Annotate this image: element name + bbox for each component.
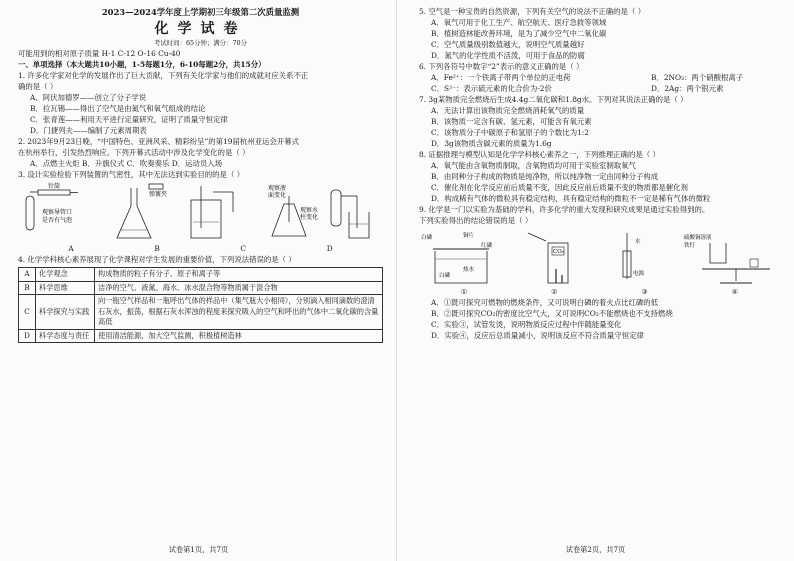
table-row: [19, 268, 383, 282]
q1-option-d: D．门捷列夫——编制了元素周期表: [30, 126, 147, 135]
q9-option-c: C．实验③，试管发烫，说明物质反应过程中伴随能量变化: [431, 320, 622, 329]
q7-option-d: D．3g该物质含碳元素的质量为1.6g: [431, 139, 552, 148]
q3-stem: 3. 设计实验检验下列装置的气密性，其中无法达到实验目的的是（ ）: [18, 170, 245, 179]
q5-stem: 5. 空气是一种宝贵的自然资源，下列有关空气的说法不正确的是（ ）: [419, 7, 646, 16]
exp-number-1: ①: [460, 287, 468, 296]
question-3: [18, 169, 383, 254]
q6-option-a: A．Fe²⁺：一个铁离子带两个单位的正电荷: [431, 73, 571, 82]
q8-option-a: A．氧气能由含氧物质制取，含氧物质均可用于实验室制取氧气: [431, 161, 636, 170]
q1-stem-1: 1. 许多化学家对化学的发展作出了巨大贡献，下列有关化学家与他们的成就对应关系不正: [18, 71, 309, 80]
q3-label-b: B: [154, 244, 160, 253]
exp2-label-co2: CO₂: [553, 249, 564, 255]
q8-option-d: D．构成稀有气体的微粒具有稳定结构，具有稳定结构的微粒不一定是稀有气体的微粒: [431, 194, 711, 203]
q3-label-d: D: [326, 244, 333, 253]
apparatus-a-syringe-test-tube: [18, 182, 108, 244]
apparatus-d-beaker: [323, 182, 383, 244]
q9-option-a: A．①既可探究可燃物的燃烧条件，又可说明白磷的着火点比红磷的低: [431, 298, 659, 307]
q8-stem: 8. 证据推理与模型认知是化学学科核心素养之一，下列推理正确的是（ ）: [419, 150, 660, 159]
q6-row-1: [419, 72, 780, 83]
q9-stem-1: 9. 化学是一门以实验为基础的学科，许多化学的重大发现和研究成果是通过实验得到的。: [419, 205, 710, 214]
apparatus-a-label-2: 是否有气泡: [42, 217, 73, 224]
apparatus-c-label-4: 柱变化: [299, 214, 318, 221]
q7-option-c: C．该物质分子中碳原子和氢原子的个数比为1:2: [431, 128, 589, 137]
page-1-footer: 试卷第1页，共7页: [168, 545, 229, 554]
page-2: [397, 0, 794, 561]
exp-number-3: ③: [641, 287, 648, 296]
apparatus-c-conical-flask: [262, 182, 322, 244]
q5-option-b: B．植树造林能改善环境，是为了减少空气中二氧化碳: [431, 29, 607, 38]
exam-header: 2023—2024学年度上学期初三年级第二次质量监测: [101, 7, 300, 17]
table-row: [19, 329, 383, 343]
apparatus-a-label-syringe: 针筒: [48, 183, 61, 190]
question-1: [18, 70, 383, 136]
experiment-2-co2-candles: [520, 229, 590, 287]
q9-option-d: D．实验④，反应后总质量减小，说明该反应不符合质量守恒定律: [431, 331, 644, 340]
q1-option-b: B．拉瓦锡——得出了空气是由氮气和氧气组成的结论: [30, 104, 206, 113]
q5-option-d: D．氮气的化学性质不活泼，可用于食品的防腐: [431, 51, 585, 60]
question-2: [18, 136, 383, 169]
section-1-title: 一、单项选择（本大题共10小题，1-5每题1分，6-10每题2分，共15分）: [18, 60, 266, 69]
question-6: [419, 61, 780, 94]
q4-row-a-key: A: [19, 268, 36, 282]
q7-option-b: B．该物质一定含有碳、氢元素，可能含有氧元素: [431, 117, 592, 126]
table-row: [19, 281, 383, 295]
experiment-1-combustion: [419, 229, 505, 287]
exp-number-2: ②: [551, 287, 558, 296]
q1-stem-2: 确的是（ ）: [18, 82, 58, 91]
page-2-footer: 试卷第2页，共7页: [565, 545, 626, 554]
question-4: [18, 254, 383, 343]
question-7: [419, 94, 780, 149]
q2-stem-2: 在杭州举行，引发热烈响应。下列开幕式活动中涉及化学变化的是（ ）: [18, 148, 250, 157]
q4-row-c-text: 向一瓶空气样品和一瓶呼出气体的样品中（集气瓶大小相同），分别滴入相同滴数的澄清石灰水，振荡，根据石灰水浑浊的程度来探究吸入的空气和呼出的气体中二氧化碳的含量高低: [95, 295, 383, 330]
apparatus-c-label-1: 观察液: [267, 185, 286, 192]
q8-option-c: C．催化剂在化学反应前后质量不变，因此反应前后质量不变的物质都是催化剂: [431, 183, 688, 192]
exp1-label-white-p: 白磷: [421, 235, 433, 241]
exp3-label-power: 电源: [633, 271, 645, 277]
q4-row-b-name: 科学思维: [36, 281, 95, 295]
q4-table: [18, 267, 383, 343]
q3-label-c: C: [240, 244, 247, 253]
apparatus-b-label-clip: 弹簧夹: [149, 191, 168, 198]
q3-label-a: A: [68, 244, 74, 253]
time-info: 考试时间：65分钟；满分：70分: [154, 39, 247, 47]
q4-row-b-text: 洁净的空气、液氮、海水、冰水混合物等物质属于混合物: [95, 281, 383, 295]
question-9: [419, 204, 780, 341]
q1-option-a: A．阿伏加德罗——创立了分子学说: [30, 93, 147, 102]
apparatus-c-label-2: 面变化: [267, 192, 286, 199]
exp1-label-white-p-2: 白磷: [439, 273, 451, 279]
q5-option-c: C．空气质量级别数值越大，说明空气质量越好: [431, 40, 585, 49]
experiment-3-electrolysis: [605, 229, 665, 287]
atomic-mass: 可能用到的相对原子质量 H-1 C-12 O-16 Cu-40: [18, 49, 181, 58]
q4-stem: 4. 化学学科核心素养展现了化学课程对学生发展的重要价值，下列说法错误的是（ ）: [18, 255, 296, 264]
q2-options: A．点燃主火炬 B．升旗仪式 C．吹奏奏乐 D．运动员入场: [30, 159, 222, 168]
q6-row-2: [419, 83, 780, 94]
q1-option-c: C．张青莲——利用天平进行定量研究，证明了质量守恒定律: [30, 115, 228, 124]
q4-row-c-key: C: [19, 295, 36, 330]
apparatus-a-label-1: 观察导管口: [42, 209, 73, 216]
q6-option-d: D．2Ag：两个银元素: [651, 84, 724, 93]
q9-experiment-numbers: [419, 287, 780, 297]
exp4-label-iron: 铁钉: [684, 243, 696, 249]
q2-stem-1: 2. 2023年9月23日晚，“中国特色、亚洲风采、精彩纷呈”的第19届杭州亚运会开幕式: [18, 137, 299, 146]
q8-option-b: B．由同种分子构成的物质是纯净物，所以纯净物一定由同种分子构成: [431, 172, 659, 181]
q4-row-d-name: 科学态度与责任: [36, 329, 95, 343]
q6-option-c: C．S²⁻：表示硫元素的化合价为-2价: [431, 84, 552, 93]
exp1-label-hot-water: 热水: [463, 267, 475, 273]
q9-option-b: B．②既可探究CO₂的密度比空气大，又可说明CO₂不能燃烧也不支持燃烧: [431, 309, 673, 318]
exp1-label-red-p: 红磷: [481, 243, 493, 249]
exp-number-4: ④: [731, 287, 739, 296]
q4-row-a-name: 化学观念: [36, 268, 95, 282]
exp4-label-solution: 硫酸铜溶液: [684, 235, 712, 241]
q9-experiments-row: [419, 229, 780, 287]
q3-option-labels: [18, 244, 383, 254]
q4-row-d-key: D: [19, 329, 36, 343]
q4-row-d-text: 使用清洁能源，加大空气监测，积极植树造林: [95, 329, 383, 343]
apparatus-b2-bottle: [181, 182, 261, 244]
q5-option-a: A．氧气可用于化工生产、航空航天、医疗急救等领域: [431, 18, 607, 27]
table-row: [19, 295, 383, 330]
q4-row-c-name: 科学探究与实践: [36, 295, 95, 330]
exp3-label-water: 水: [635, 239, 641, 245]
apparatus-b-flask: [109, 182, 179, 244]
q6-stem: 6. 下列各符号中数字“2”表示的意义正确的是（ ）: [419, 62, 584, 71]
question-5: [419, 6, 780, 61]
q6-option-b: B．2NO₃：两个硝酸根离子: [651, 73, 744, 82]
experiment-4-balance: [680, 229, 780, 287]
exam-title: 化学试卷: [154, 21, 247, 37]
q7-stem: 7. 3g某物质完全燃烧后生成4.4g二氧化碳和1.8g水。下列对其说法正确的是（ ）: [419, 95, 688, 104]
q3-apparatus-row: [18, 182, 383, 244]
q9-stem-2: 下列实验得出的结论错误的是（ ）: [419, 216, 533, 225]
exp1-label-copper: 铜片: [463, 233, 475, 239]
apparatus-c-label-3: 观察水: [299, 207, 318, 214]
question-8: [419, 149, 780, 204]
q4-row-a-text: 构成物质的粒子有分子、原子和离子等: [95, 268, 383, 282]
q7-option-a: A．无法计算出该物质完全燃烧消耗氧气的质量: [431, 106, 585, 115]
q4-row-b-key: B: [19, 281, 36, 295]
